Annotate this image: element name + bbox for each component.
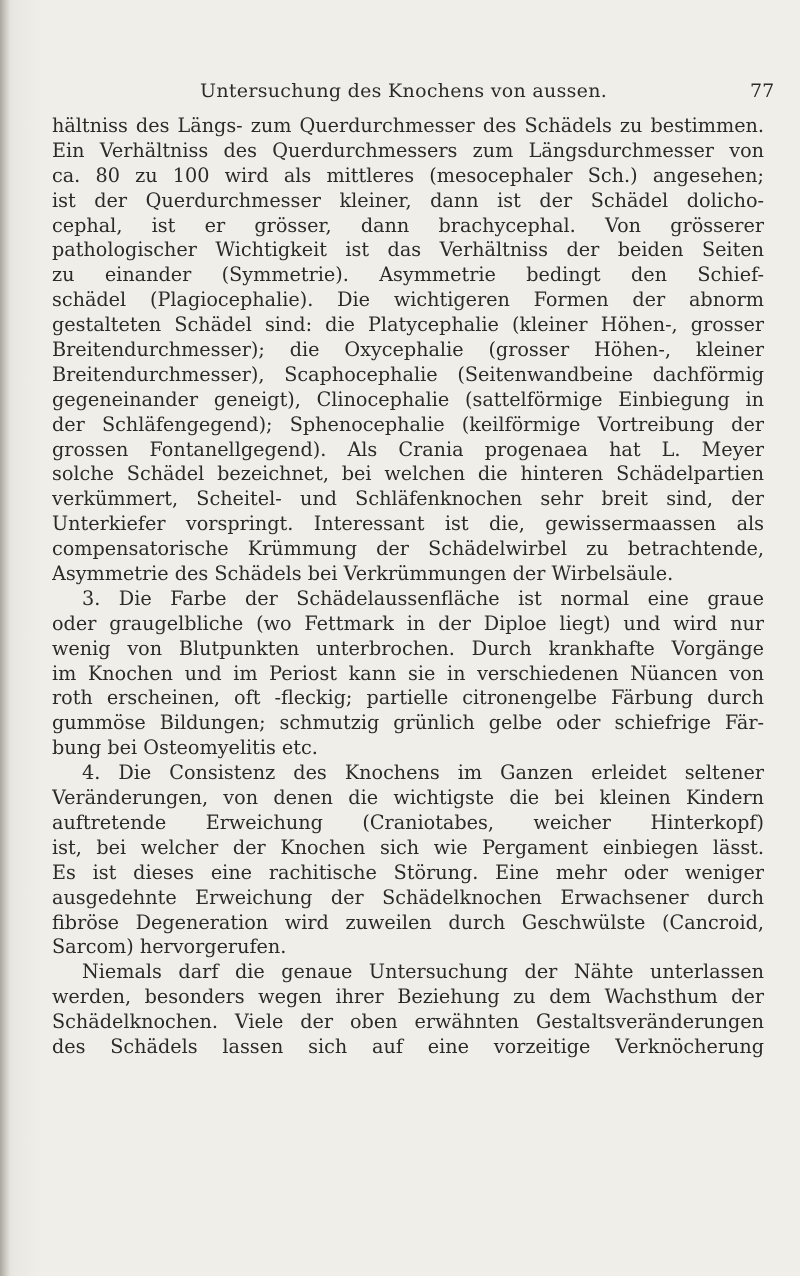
text-line: Es ist dieses eine rachitische Störung. Eine mehr oder weniger (52, 860, 764, 884)
text-line: ist der Querdurchmesser kleiner, dann ist der Schädel dolicho- (52, 188, 764, 212)
text-line: schädel (Plagiocephalie). Die wichtigeren Formen der abnorm (52, 288, 764, 312)
spine-shadow (0, 0, 10, 1276)
text-line: im Knochen und im Periost kann sie in verschiedenen Nüancen von (52, 661, 764, 685)
text-line: hältniss des Längs- zum Querdurchmesser des Schädels zu bestimmen. (52, 114, 764, 137)
text-line: Schädelknochen. Viele der oben erwähnten Gestaltsveränderungen (52, 1010, 764, 1034)
text-line: 4. Die Consistenz des Knochens im Ganzen erleidet seltener (82, 761, 764, 785)
text-line: roth erscheinen, oft -fleckig; partielle citronengelbe Färbung durch (52, 686, 764, 710)
text-line: Unterkiefer vorspringt. Interessant ist die, gewissermaassen als (52, 512, 764, 536)
text-line: ca. 80 zu 100 wird als mittleres (mesocephaler Sch.) angesehen; (52, 163, 764, 187)
running-head (0, 80, 800, 110)
text-line: Asymmetrie des Schädels bei Verkrümmungen der Wirbelsäule. (52, 562, 674, 586)
text-line: oder graugelbliche (wo Fettmark in der Diploe liegt) und wird nur (52, 611, 764, 635)
text-line: des Schädels lassen sich auf eine vorzeitige Verknöcherung (52, 1034, 764, 1058)
text-line: fibröse Degeneration wird zuweilen durch Geschwülste (Cancroid, (52, 910, 764, 934)
text-line: ist, bei welcher der Knochen sich wie Pergament einbiegen lässt. (52, 835, 764, 859)
text-line: compensatorische Krümmung der Schädelwirbel zu betrachtende, (52, 537, 764, 561)
text-line: pathologischer Wichtigkeit ist das Verhältniss der beiden Seiten (52, 238, 764, 262)
text-line: bung bei Osteomyelitis etc. (52, 736, 318, 760)
text-line: Breitendurchmesser), Scaphocephalie (Seitenwandbeine dachförmig (52, 362, 764, 386)
text-line: cephal, ist er grösser, dann brachycephal. Von grösserer (52, 213, 764, 237)
text-line: der Schläfengegend); Sphenocephalie (keilförmige Vortreibung der (52, 412, 764, 436)
text-line: Niemals darf die genaue Untersuchung der Nähte unterlassen (82, 960, 764, 984)
text-line: Ein Verhältniss des Querdurchmessers zum Längsdurchmesser von (52, 138, 764, 162)
text-line: Breitendurchmesser); die Oxycephalie (grosser Höhen-, kleiner (52, 338, 764, 362)
text-line: auftretende Erweichung (Craniotabes, weicher Hinterkopf) (52, 810, 764, 834)
text-line: grossen Fontanellgegend). Als Crania progenaea hat L. Meyer (52, 437, 764, 461)
text-line: Veränderungen, von denen die wichtigste die bei kleinen Kindern (52, 786, 764, 810)
text-line: werden, besonders wegen ihrer Beziehung zu dem Wachsthum der (52, 985, 764, 1009)
text-line: gestalteten Schädel sind: die Platycephalie (kleiner Höhen-, grosser (52, 313, 764, 337)
text-line: solche Schädel bezeichnet, bei welchen die hinteren Schädelpartien (52, 462, 764, 486)
body-text (52, 114, 764, 1060)
text-line: gummöse Bildungen; schmutzig grünlich gelbe oder schiefrige Fär- (52, 711, 764, 735)
text-line: ausgedehnte Erweichung der Schädelknochen Erwachsener durch (52, 885, 764, 909)
text-line: gegeneinander geneigt), Clinocephalie (sattelförmige Einbiegung in (52, 387, 764, 411)
text-line: 3. Die Farbe der Schädelaussenfläche ist normal eine graue (82, 586, 764, 610)
text-line: verkümmert, Scheitel- und Schläfenknochen sehr breit sind, der (52, 487, 764, 511)
text-line: Sarcom) hervorgerufen. (52, 935, 287, 959)
text-line: wenig von Blutpunkten unterbrochen. Durch krankhafte Vorgänge (52, 636, 764, 660)
page-number: 77 (750, 80, 775, 102)
text-line: zu einander (Symmetrie). Asymmetrie bedingt den Schief- (52, 263, 764, 287)
running-title: Untersuchung des Knochens von aussen. (200, 80, 608, 102)
